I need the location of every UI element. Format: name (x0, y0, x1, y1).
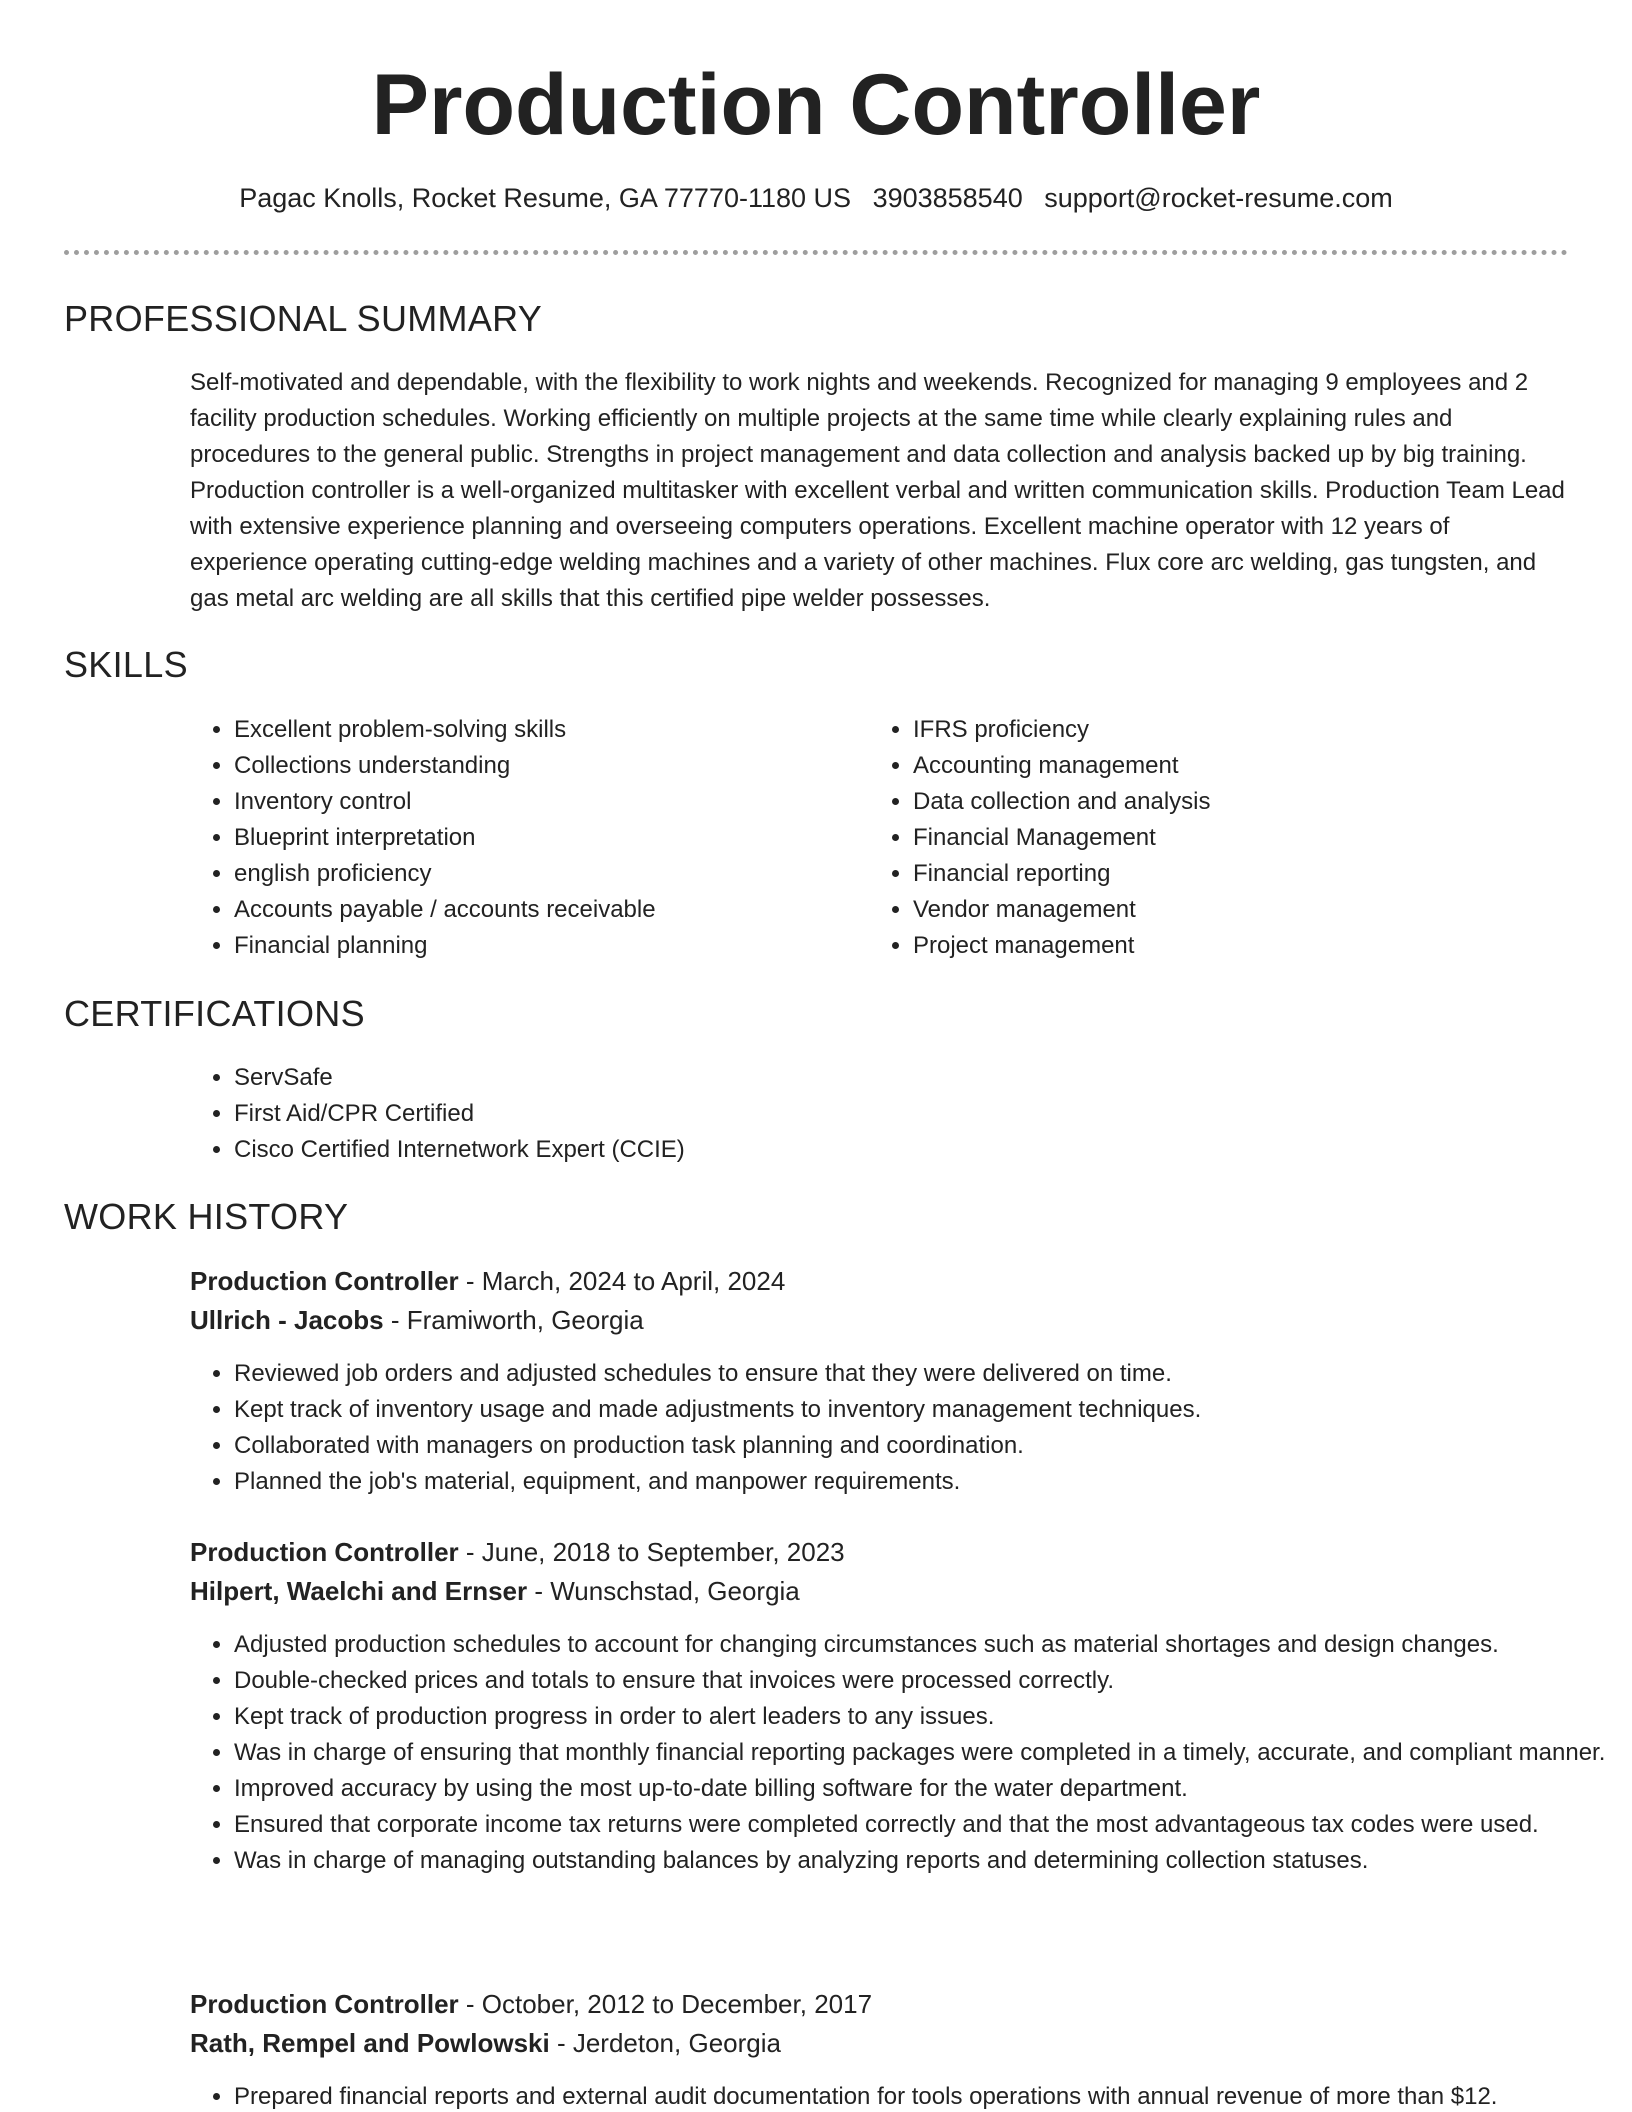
job-duty: • Ensured that corporate income tax returns were completed correctly and that the most advantageous tax codes were used. (234, 1807, 1612, 1843)
header-divider (64, 250, 1568, 255)
certifications-heading: CERTIFICATIONS (64, 993, 365, 1034)
certifications-list (190, 1060, 1534, 1168)
job-title: Production Controller (190, 1537, 459, 1567)
skill-item: • Vendor management (913, 892, 1553, 928)
job-duty: • Was in charge of managing outstanding balances by analyzing reports and determining collection statuses. (234, 1843, 1612, 1879)
skill-item: • Financial Management (913, 820, 1553, 856)
job-duty: • Planned the job's material, equipment, and manpower requirements. (234, 1464, 1612, 1500)
job-duties-list (190, 1356, 1612, 1500)
skills-list-right (869, 712, 1553, 964)
skill-item: • Excellent problem-solving skills (234, 712, 854, 748)
certification-item: • Cisco Certified Internetwork Expert (CCIE) (234, 1132, 1534, 1168)
job-duty: • Improved accuracy by using the most up-to-date billing software for the water department. (234, 1771, 1612, 1807)
summary-heading: PROFESSIONAL SUMMARY (64, 298, 543, 339)
job-dates: - June, 2018 to September, 2023 (458, 1537, 845, 1567)
job-company: Rath, Rempel and Powlowski (190, 2028, 550, 2058)
job-duties-list (190, 1627, 1612, 1879)
job-duty: • Kept track of production progress in order to alert leaders to any issues. (234, 1699, 1612, 1735)
skills-heading: SKILLS (64, 644, 188, 685)
job-dates: - March, 2024 to April, 2024 (458, 1266, 786, 1296)
skill-item: • Inventory control (234, 784, 854, 820)
job-company: Hilpert, Waelchi and Ernser (190, 1576, 528, 1606)
skill-item: • Blueprint interpretation (234, 820, 854, 856)
job-location: - Wunschstad, Georgia (527, 1576, 800, 1606)
job-duty: • Reviewed job orders and adjusted schedules to ensure that they were delivered on time. (234, 1356, 1612, 1392)
skill-item: • Financial reporting (913, 856, 1553, 892)
job-duty: • Adjusted production schedules to account for changing circumstances such as material shortages and design changes. (234, 1627, 1612, 1663)
job-company-line (190, 2024, 781, 2062)
skills-list-left (190, 712, 854, 964)
job-company-line (190, 1572, 800, 1610)
skill-item: • Accounting management (913, 748, 1553, 784)
job-duty: • Double-checked prices and totals to ensure that invoices were processed correctly. (234, 1663, 1612, 1699)
job-dates: - October, 2012 to December, 2017 (458, 1989, 873, 2019)
contact-address: Pagac Knolls, Rocket Resume, GA 77770-1180 US (239, 183, 852, 213)
skill-item: • Accounts payable / accounts receivable (234, 892, 854, 928)
job-duties-list (190, 2079, 1612, 2112)
job-duty: • Kept track of inventory usage and made adjustments to inventory management techniques. (234, 1392, 1612, 1428)
job-company-line (190, 1301, 644, 1339)
job-duty: • Prepared financial reports and external audit documentation for tools operations with annual revenue of more than $12. (234, 2079, 1612, 2112)
job-title-line (190, 1985, 872, 2023)
contact-line (0, 180, 1632, 216)
skill-item: • Project management (913, 928, 1553, 964)
job-company: Ullrich - Jacobs (190, 1305, 384, 1335)
job-location: - Jerdeton, Georgia (549, 2028, 781, 2058)
skill-item: • english proficiency (234, 856, 854, 892)
job-title: Production Controller (190, 1989, 459, 2019)
job-title-line (190, 1533, 845, 1571)
skill-item: • Financial planning (234, 928, 854, 964)
work-history-heading: WORK HISTORY (64, 1196, 349, 1237)
job-duty: • Collaborated with managers on production task planning and coordination. (234, 1428, 1612, 1464)
certification-item: • First Aid/CPR Certified (234, 1096, 1534, 1132)
contact-email: support@rocket-resume.com (1044, 183, 1393, 213)
skill-item: • Collections understanding (234, 748, 854, 784)
contact-phone: 3903858540 (872, 183, 1023, 213)
job-title-line (190, 1262, 785, 1300)
skill-item: • IFRS proficiency (913, 712, 1553, 748)
skill-item: • Data collection and analysis (913, 784, 1553, 820)
resume-title: Production Controller (371, 57, 1261, 153)
summary-text: Self-motivated and dependable, with the flexibility to work nights and weekends. Recognized for managing 9 employees and 2 facility production schedules. Working efficiently on multiple projects at the same time while clearly explaining rules and procedures to the general public. Strengths in project management and data collection and analysis backed up by big training. Production controller is a well-organized multitasker with excellent verbal and written communication skills. Production Team Lead with extensive experience planning and overseeing computers operations. Excellent machine operator with 12 years of experience operating cutting-edge welding machines and a variety of other machines. Flux core arc welding, gas tungsten, and gas metal arc welding are all skills that this certified pipe welder possesses. (190, 369, 1565, 612)
job-title: Production Controller (190, 1266, 459, 1296)
certification-item: • ServSafe (234, 1060, 1534, 1096)
job-location: - Framiworth, Georgia (383, 1305, 644, 1335)
job-duty: • Was in charge of ensuring that monthly financial reporting packages were completed in a timely, accurate, and compliant manner. (234, 1735, 1612, 1771)
